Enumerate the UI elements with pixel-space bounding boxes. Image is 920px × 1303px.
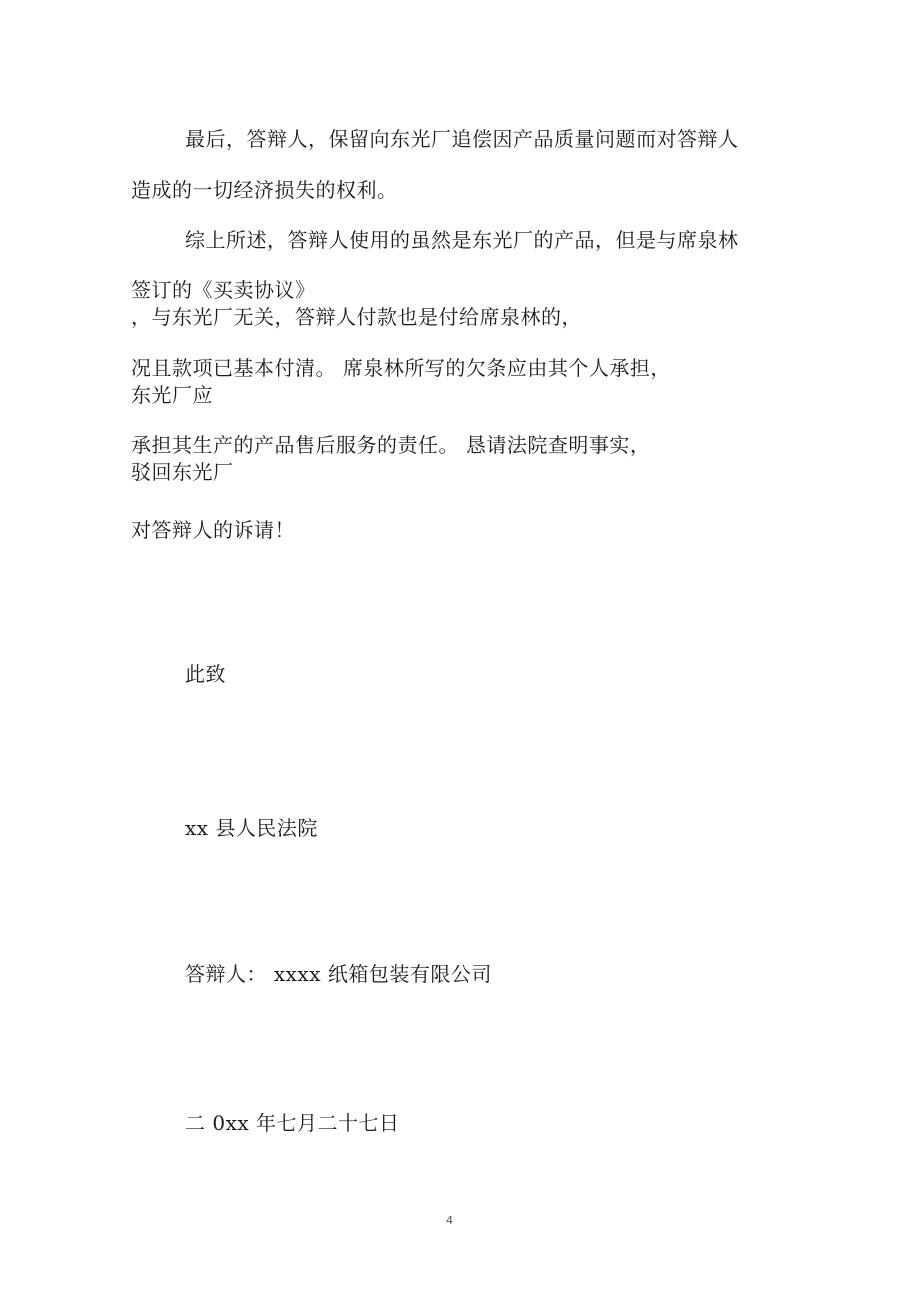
paragraph-line-8: 承担其生产的产品售后服务的责任。 恳请法院查明事实， [131, 433, 651, 457]
paragraph-line-10: 对答辩人的诉请！ [131, 518, 295, 542]
paragraph-line-1: 最后，答辩人，保留向东光厂追偿因产品质量问题而对答辩人 [185, 127, 739, 151]
salutation: 此致 [185, 662, 226, 686]
paragraph-line-6: 况且款项已基本付清。 席泉林所写的欠条应由其个人承担， [131, 356, 671, 380]
paragraph-line-7: 东光厂应 [131, 383, 213, 407]
paragraph-line-4: 签订的《买卖协议》 [131, 278, 316, 302]
respondent-signature: 答辩人： xxxx 纸箱包装有限公司 [185, 962, 492, 986]
page-number: 4 [446, 1214, 453, 1227]
document-date: 二 0xx 年七月二十七日 [185, 1111, 400, 1135]
paragraph-line-3: 综上所述，答辩人使用的虽然是东光厂的产品，但是与席泉林 [185, 228, 739, 252]
paragraph-line-9: 驳回东光厂 [131, 460, 234, 484]
court-name: xx 县人民法院 [185, 816, 318, 840]
paragraph-line-5: ，与东光厂无关，答辩人付款也是付给席泉林的， [131, 305, 582, 329]
paragraph-line-2: 造成的一切经济损失的权利。 [131, 178, 398, 202]
